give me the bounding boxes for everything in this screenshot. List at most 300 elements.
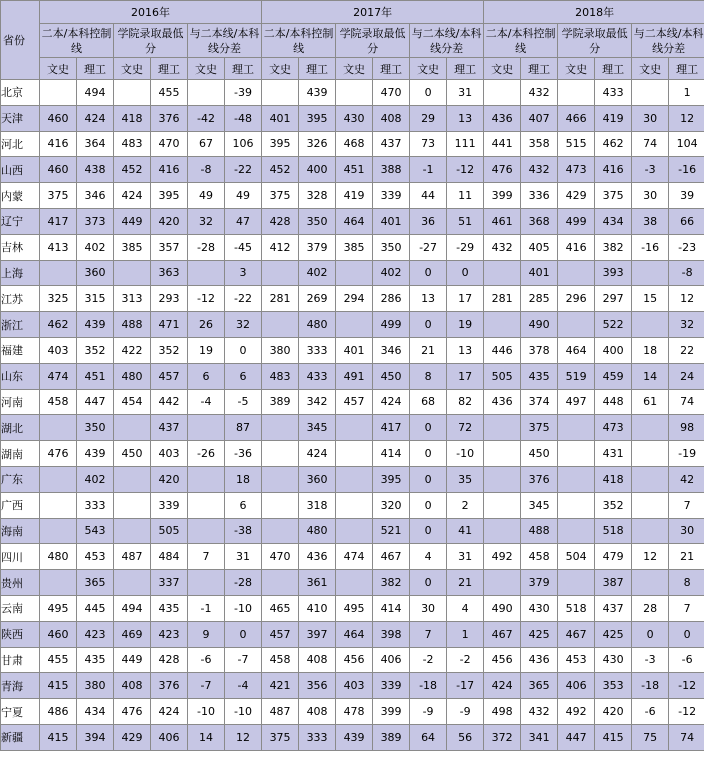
score-cell xyxy=(558,415,595,441)
score-cell: 0 xyxy=(410,570,447,596)
score-cell: 372 xyxy=(484,724,521,750)
score-cell: 375 xyxy=(595,183,632,209)
score-cell: 11 xyxy=(447,183,484,209)
province-cell: 北京 xyxy=(1,80,40,106)
score-cell xyxy=(188,518,225,544)
score-cell: -4 xyxy=(188,389,225,415)
table-row xyxy=(1,544,704,570)
score-cell: 437 xyxy=(151,415,188,441)
score-cell: 449 xyxy=(114,647,151,673)
score-cell: 452 xyxy=(114,157,151,183)
score-cell: 293 xyxy=(151,286,188,312)
score-cell: 74 xyxy=(669,724,704,750)
score-cell: -10 xyxy=(447,441,484,467)
score-cell: 495 xyxy=(336,595,373,621)
score-cell: 0 xyxy=(410,492,447,518)
score-cell: 492 xyxy=(558,699,595,725)
score-cell: 474 xyxy=(40,363,77,389)
score-cell: 419 xyxy=(336,183,373,209)
score-cell: 453 xyxy=(558,647,595,673)
score-cell xyxy=(484,466,521,492)
score-cell: 434 xyxy=(77,699,114,725)
table-row xyxy=(1,183,704,209)
score-cell: 498 xyxy=(484,699,521,725)
score-cell: 49 xyxy=(188,183,225,209)
table-row xyxy=(1,647,704,673)
score-cell: 7 xyxy=(669,492,704,518)
score-cell: 405 xyxy=(521,234,558,260)
score-cell xyxy=(632,80,669,106)
score-cell: 8 xyxy=(669,570,704,596)
score-cell: 339 xyxy=(151,492,188,518)
score-cell: 490 xyxy=(521,312,558,338)
score-cell: -23 xyxy=(669,234,704,260)
score-cell: 415 xyxy=(40,724,77,750)
score-cell xyxy=(114,80,151,106)
score-cell xyxy=(336,492,373,518)
score-cell: 380 xyxy=(77,673,114,699)
table-row xyxy=(1,724,704,750)
score-cell: 467 xyxy=(484,621,521,647)
score-cell xyxy=(336,518,373,544)
group-header-difference: 与二本线/本科线分差 xyxy=(410,24,484,58)
score-cell: 458 xyxy=(40,389,77,415)
score-cell: 486 xyxy=(40,699,77,725)
score-cell xyxy=(632,492,669,518)
score-cell: 515 xyxy=(558,131,595,157)
score-cell: 32 xyxy=(669,312,704,338)
score-cell: 376 xyxy=(151,673,188,699)
score-cell: 442 xyxy=(151,389,188,415)
subject-header-row xyxy=(1,58,704,80)
score-cell: 0 xyxy=(410,312,447,338)
table-row xyxy=(1,518,704,544)
score-cell: 281 xyxy=(484,286,521,312)
score-cell: -19 xyxy=(669,441,704,467)
province-cell: 贵州 xyxy=(1,570,40,596)
subject-header-science: 理工 xyxy=(669,58,704,80)
score-cell: 325 xyxy=(40,286,77,312)
score-cell: 453 xyxy=(77,544,114,570)
score-cell: 400 xyxy=(299,157,336,183)
score-cell xyxy=(262,312,299,338)
score-cell: 457 xyxy=(336,389,373,415)
score-cell: 44 xyxy=(410,183,447,209)
score-cell: 0 xyxy=(410,260,447,286)
score-cell xyxy=(558,312,595,338)
score-cell: 19 xyxy=(188,337,225,363)
score-cell: 473 xyxy=(558,157,595,183)
score-cell: 339 xyxy=(373,673,410,699)
score-cell: 428 xyxy=(151,647,188,673)
score-cell: 47 xyxy=(225,208,262,234)
score-cell: 455 xyxy=(151,80,188,106)
score-cell: 15 xyxy=(632,286,669,312)
score-cell: 429 xyxy=(558,183,595,209)
score-cell: 408 xyxy=(299,647,336,673)
score-cell: -1 xyxy=(188,595,225,621)
score-cell: 433 xyxy=(595,80,632,106)
score-cell: 1 xyxy=(447,621,484,647)
score-cell: 360 xyxy=(299,466,336,492)
score-cell: -6 xyxy=(632,699,669,725)
score-cell: 22 xyxy=(669,337,704,363)
score-cell: 464 xyxy=(336,208,373,234)
score-cell: 458 xyxy=(521,544,558,570)
score-cell: 410 xyxy=(299,595,336,621)
score-cell: 14 xyxy=(188,724,225,750)
table-row xyxy=(1,208,704,234)
table-row xyxy=(1,286,704,312)
score-cell: 0 xyxy=(410,80,447,106)
score-cell: 406 xyxy=(558,673,595,699)
province-cell: 湖南 xyxy=(1,441,40,467)
province-cell: 上海 xyxy=(1,260,40,286)
score-cell: 447 xyxy=(77,389,114,415)
subject-header-science: 理工 xyxy=(447,58,484,80)
score-cell: 420 xyxy=(151,208,188,234)
score-cell: 467 xyxy=(373,544,410,570)
score-cell: 67 xyxy=(188,131,225,157)
score-cell: 461 xyxy=(484,208,521,234)
score-cell: 388 xyxy=(373,157,410,183)
score-cell xyxy=(336,570,373,596)
score-cell: 505 xyxy=(484,363,521,389)
score-cell xyxy=(558,441,595,467)
score-cell: 21 xyxy=(410,337,447,363)
score-cell: 449 xyxy=(114,208,151,234)
score-cell: 286 xyxy=(373,286,410,312)
table-row xyxy=(1,260,704,286)
score-cell xyxy=(558,492,595,518)
score-cell: 464 xyxy=(336,621,373,647)
subject-header-liberal-arts: 文史 xyxy=(484,58,521,80)
group-header-control-line: 二本/本科控制线 xyxy=(262,24,336,58)
score-cell: 487 xyxy=(262,699,299,725)
score-cell xyxy=(40,570,77,596)
score-cell: 49 xyxy=(225,183,262,209)
score-cell: 30 xyxy=(410,595,447,621)
score-cell: 431 xyxy=(595,441,632,467)
score-cell: 17 xyxy=(447,286,484,312)
score-cell: 470 xyxy=(373,80,410,106)
score-cell: 420 xyxy=(151,466,188,492)
score-cell: 458 xyxy=(262,647,299,673)
score-cell: 375 xyxy=(521,415,558,441)
score-cell: 12 xyxy=(632,544,669,570)
score-cell xyxy=(632,312,669,338)
province-cell: 吉林 xyxy=(1,234,40,260)
score-cell xyxy=(188,415,225,441)
score-cell: 21 xyxy=(447,570,484,596)
subject-header-liberal-arts: 文史 xyxy=(558,58,595,80)
score-cell: 30 xyxy=(669,518,704,544)
score-cell: 424 xyxy=(373,389,410,415)
score-cell xyxy=(558,80,595,106)
score-cell: -45 xyxy=(225,234,262,260)
score-cell: 73 xyxy=(410,131,447,157)
score-cell xyxy=(632,415,669,441)
score-cell: 350 xyxy=(299,208,336,234)
score-cell: 379 xyxy=(299,234,336,260)
subject-header-liberal-arts: 文史 xyxy=(632,58,669,80)
score-cell xyxy=(336,80,373,106)
score-cell: 18 xyxy=(225,466,262,492)
score-cell: 424 xyxy=(299,441,336,467)
score-cell: 382 xyxy=(595,234,632,260)
score-cell xyxy=(262,466,299,492)
score-cell: 375 xyxy=(262,183,299,209)
score-cell: 446 xyxy=(484,337,521,363)
score-cell: 395 xyxy=(151,183,188,209)
score-cell: 14 xyxy=(632,363,669,389)
score-cell: 395 xyxy=(262,131,299,157)
score-cell: 414 xyxy=(373,441,410,467)
score-cell: 505 xyxy=(151,518,188,544)
score-cell: 382 xyxy=(373,570,410,596)
score-cell xyxy=(558,518,595,544)
score-cell: 483 xyxy=(114,131,151,157)
score-cell xyxy=(40,260,77,286)
score-cell: 439 xyxy=(336,724,373,750)
score-cell: 441 xyxy=(484,131,521,157)
score-cell: 483 xyxy=(262,363,299,389)
province-cell: 浙江 xyxy=(1,312,40,338)
score-cell xyxy=(188,260,225,286)
province-cell: 甘肃 xyxy=(1,647,40,673)
score-cell: 375 xyxy=(40,183,77,209)
score-cell xyxy=(114,260,151,286)
province-cell: 辽宁 xyxy=(1,208,40,234)
score-cell: -17 xyxy=(447,673,484,699)
score-cell: 401 xyxy=(521,260,558,286)
score-cell: 460 xyxy=(40,621,77,647)
score-cell: -42 xyxy=(188,105,225,131)
score-cell: 402 xyxy=(77,466,114,492)
score-cell: 499 xyxy=(373,312,410,338)
score-cell: 336 xyxy=(521,183,558,209)
score-cell: -6 xyxy=(669,647,704,673)
score-cell: 285 xyxy=(521,286,558,312)
score-cell: 352 xyxy=(151,337,188,363)
score-cell: 415 xyxy=(40,673,77,699)
score-cell: 352 xyxy=(595,492,632,518)
score-cell xyxy=(114,570,151,596)
score-cell xyxy=(40,518,77,544)
score-cell: 437 xyxy=(373,131,410,157)
group-header-difference: 与二本线/本科线分差 xyxy=(188,24,262,58)
score-cell: 315 xyxy=(77,286,114,312)
score-cell: 385 xyxy=(114,234,151,260)
score-cell: -16 xyxy=(632,234,669,260)
score-cell: 497 xyxy=(558,389,595,415)
score-cell: 66 xyxy=(669,208,704,234)
score-cell: 448 xyxy=(595,389,632,415)
subject-header-liberal-arts: 文史 xyxy=(188,58,225,80)
score-cell: 439 xyxy=(77,441,114,467)
score-cell: 365 xyxy=(521,673,558,699)
score-cell: 480 xyxy=(299,518,336,544)
score-cell: 12 xyxy=(669,105,704,131)
score-cell: 61 xyxy=(632,389,669,415)
score-cell: 387 xyxy=(595,570,632,596)
score-cell xyxy=(336,260,373,286)
subject-header-liberal-arts: 文史 xyxy=(262,58,299,80)
province-cell: 内蒙 xyxy=(1,183,40,209)
table-row xyxy=(1,389,704,415)
subject-header-science: 理工 xyxy=(521,58,558,80)
score-cell: 418 xyxy=(595,466,632,492)
score-cell: 457 xyxy=(151,363,188,389)
score-cell: -12 xyxy=(447,157,484,183)
score-cell: 333 xyxy=(299,337,336,363)
province-cell: 河南 xyxy=(1,389,40,415)
table-row xyxy=(1,415,704,441)
score-cell: 413 xyxy=(40,234,77,260)
score-cell: 3 xyxy=(225,260,262,286)
score-cell: 435 xyxy=(77,647,114,673)
score-cell: -10 xyxy=(188,699,225,725)
subject-header-science: 理工 xyxy=(77,58,114,80)
score-cell: 518 xyxy=(558,595,595,621)
score-cell: 6 xyxy=(225,363,262,389)
score-cell: 7 xyxy=(669,595,704,621)
score-cell: 484 xyxy=(151,544,188,570)
score-cell: -18 xyxy=(410,673,447,699)
score-cell: 408 xyxy=(373,105,410,131)
score-cell: 470 xyxy=(151,131,188,157)
table-row xyxy=(1,699,704,725)
table-row xyxy=(1,570,704,596)
table-row xyxy=(1,363,704,389)
score-cell: 8 xyxy=(410,363,447,389)
score-cell: 455 xyxy=(40,647,77,673)
score-cell: 399 xyxy=(484,183,521,209)
score-cell: 402 xyxy=(77,234,114,260)
score-cell: 401 xyxy=(336,337,373,363)
score-cell: 296 xyxy=(558,286,595,312)
group-header-min-score: 学院录取最低分 xyxy=(114,24,188,58)
score-cell: -4 xyxy=(225,673,262,699)
score-cell: 432 xyxy=(521,80,558,106)
score-cell: 35 xyxy=(447,466,484,492)
score-cell: 469 xyxy=(114,621,151,647)
score-cell: 439 xyxy=(299,80,336,106)
table-row xyxy=(1,131,704,157)
score-cell: -26 xyxy=(188,441,225,467)
score-cell: 376 xyxy=(151,105,188,131)
score-cell xyxy=(484,415,521,441)
score-cell xyxy=(262,260,299,286)
score-cell: 424 xyxy=(114,183,151,209)
score-cell: 432 xyxy=(521,699,558,725)
score-cell: 521 xyxy=(373,518,410,544)
score-cell: -8 xyxy=(669,260,704,286)
score-cell: 0 xyxy=(410,441,447,467)
year-header-2017: 2017年 xyxy=(262,1,484,24)
score-cell: 281 xyxy=(262,286,299,312)
score-cell: 492 xyxy=(484,544,521,570)
table-row xyxy=(1,492,704,518)
score-cell: 294 xyxy=(336,286,373,312)
score-cell: 430 xyxy=(595,647,632,673)
score-cell: -16 xyxy=(669,157,704,183)
score-cell: 12 xyxy=(669,286,704,312)
score-cell: 499 xyxy=(558,208,595,234)
score-cell: 490 xyxy=(484,595,521,621)
score-cell: -7 xyxy=(225,647,262,673)
score-cell: -12 xyxy=(669,699,704,725)
score-cell: 397 xyxy=(299,621,336,647)
subject-header-liberal-arts: 文史 xyxy=(336,58,373,80)
score-cell: 416 xyxy=(151,157,188,183)
score-cell: 432 xyxy=(484,234,521,260)
score-cell: 346 xyxy=(77,183,114,209)
score-cell: 32 xyxy=(225,312,262,338)
score-cell xyxy=(40,492,77,518)
score-cell: 464 xyxy=(558,337,595,363)
score-cell: 430 xyxy=(336,105,373,131)
score-cell: 368 xyxy=(521,208,558,234)
score-cell: 462 xyxy=(40,312,77,338)
score-cell: 406 xyxy=(373,647,410,673)
table-row xyxy=(1,337,704,363)
score-cell: 345 xyxy=(299,415,336,441)
score-cell: 445 xyxy=(77,595,114,621)
score-cell: 436 xyxy=(299,544,336,570)
score-cell: 0 xyxy=(410,466,447,492)
score-cell: 380 xyxy=(262,337,299,363)
score-cell: 465 xyxy=(262,595,299,621)
score-cell: 476 xyxy=(484,157,521,183)
group-header-min-score: 学院录取最低分 xyxy=(558,24,632,58)
score-cell: 408 xyxy=(299,699,336,725)
score-cell: 365 xyxy=(77,570,114,596)
score-cell: 451 xyxy=(77,363,114,389)
subject-header-science: 理工 xyxy=(151,58,188,80)
score-cell: 42 xyxy=(669,466,704,492)
score-cell: 13 xyxy=(410,286,447,312)
score-cell: 476 xyxy=(114,699,151,725)
score-cell: 356 xyxy=(299,673,336,699)
score-cell: 425 xyxy=(521,621,558,647)
score-cell: 31 xyxy=(447,80,484,106)
province-header: 省份 xyxy=(1,1,40,80)
score-cell: 32 xyxy=(188,208,225,234)
score-cell: 21 xyxy=(669,544,704,570)
score-cell: 488 xyxy=(114,312,151,338)
year-header-2018: 2018年 xyxy=(484,1,704,24)
province-cell: 山西 xyxy=(1,157,40,183)
score-cell: 419 xyxy=(595,105,632,131)
table-row xyxy=(1,312,704,338)
score-cell: 28 xyxy=(632,595,669,621)
score-cell xyxy=(188,570,225,596)
score-cell: 466 xyxy=(558,105,595,131)
score-cell: 417 xyxy=(40,208,77,234)
score-cell: 450 xyxy=(373,363,410,389)
province-cell: 湖北 xyxy=(1,415,40,441)
score-cell: 389 xyxy=(373,724,410,750)
score-cell xyxy=(262,518,299,544)
score-cell xyxy=(632,466,669,492)
group-header-min-score: 学院录取最低分 xyxy=(336,24,410,58)
score-cell: 29 xyxy=(410,105,447,131)
score-cell: 460 xyxy=(40,157,77,183)
score-cell xyxy=(484,260,521,286)
score-cell xyxy=(558,260,595,286)
score-cell: 437 xyxy=(595,595,632,621)
